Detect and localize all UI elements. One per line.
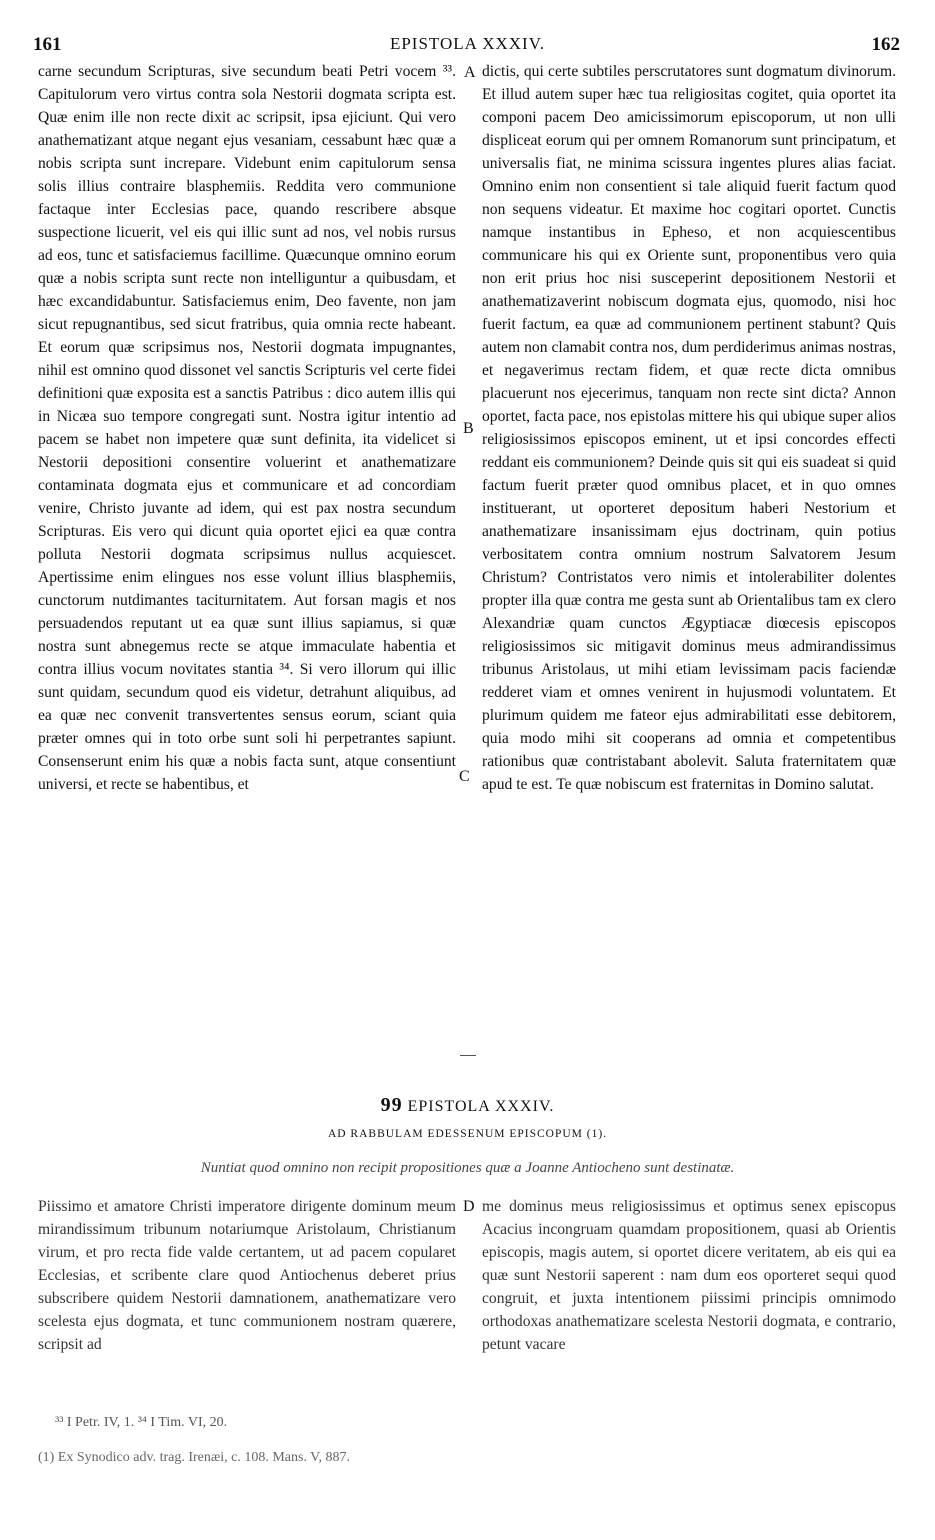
page-number-right: 162	[871, 34, 900, 55]
margin-mark-c: C	[459, 768, 470, 785]
scripture-footnotes: ³³ I Petr. IV, 1. ³⁴ I Tim. VI, 20.	[55, 1415, 228, 1430]
letter1-right-column	[482, 60, 896, 796]
running-header	[0, 34, 935, 56]
margin-mark-b: B	[463, 420, 474, 437]
running-title: EPISTOLA XXXIV.	[389, 34, 546, 53]
letter2-right-text: me dominus meus religiosissimus et optimus senex episcopus Acacius incongruam quamdam propositionem, quasi ab Orientis episcopis, magis autem, si oportet dicere veritatem, ab eis qui ea quæ sunt Nestorii saperent : nam dum eos oporteret sequi quod congruit, et juxta intentionem piissimi principis omnimodo orthodoxas anathematizare scelesta Nestorii dogmata, e contrario, petunt vacare	[482, 1198, 896, 1353]
margin-mark-a: A	[464, 64, 476, 81]
section-divider	[460, 1055, 476, 1056]
margin-mark-d: D	[463, 1198, 475, 1215]
letter2-number: 99	[380, 1094, 403, 1116]
letter2-right-column	[482, 1195, 896, 1356]
letter1-right-text: dictis, qui certe subtiles perscrutatores sunt dogmatum divinorum. Et illud autem super hæc tua religiositas cogitet, quia oportet ita componi pacem Deo amicissimorum episcoporum, ut non ulli displiceat eorum qui per omnem Romanorum sunt principatum, et universalis fiat, ne minima scissura ingentes plures alias faciat. Omnino enim non consentient si tale aliquid fuerit factum quod non sequens videatur. Et maxime hoc cogitari oportet. Cunctis namque instantibus in Epheso, et non acquiescentibus communicare his qui ex Oriente sunt, proponentibus vero quia non erit prius hoc nisi susceperint depositionem Nestorii et anathematizaverint nobiscum dogmata ejus, quomodo, nisi hoc fuerit factum, ea quæ ad communionem pertinent stabunt? Quis autem non clamabit contra nos, dum perdiderimus animas nostras, et negaverimus rectam fidem, et quæ recte dicta omnibus placuerunt nos ejecerimus, tanquam non recte sint dicta? Annon oportet, facta pace, nos epistolas mittere his qui ubique super alios religiosissimos episcopos eminent, ut et ipsi concordes effecti reddant eis communionem? Deinde quis sit qui eis suadeat si quid factum fuerit præter quod omnibus placet, et in quo omnes instituerant, ut oporteret depositum haberi Nestorium et anathematizare insanissimam ejus doctrinam, quin potius verbositatem contra omnium nostrum Salvatorem Jesum Christum? Contristatos vero nimis et intolerabiliter dolentes propter illa quæ contra me gesta sunt ab Orientalibus tam ex clero Alexandriæ quam cunctos Ægyptiacæ diœcesis episcopos religiosissimos sic mitigavit dominus meus admirandissimus tribunus Aristolaus, ut mihi etiam levissimam pacis faciendæ redderet viam et omnes venirent in hujusmodi voluntatem. Et plurimum quidem me fateor ejus admirabilitati esse debitorem, quia modo mihi sit cooperans ad omnia et competentibus rationibus quæ contristabant abolevit. Saluta fraternitatem quæ apud te est. Te quæ nobiscum est fraternitas in Domino salutat.	[482, 63, 896, 793]
letter2-title	[0, 1094, 935, 1117]
letter2-left-text: Piissimo et amatore Christi imperatore dirigente dominum meum mirandissimum tribunum notariumque Aristolaum, Christianum virum, et pro recta fide valde certantem, ut ad pacem copularet Ecclesias, et scribente clare quod Antiochenus deberet prius subscribere quidem Nestorii damnationem, anathematizare vero scelesta ejus dogmata, et tunc communionem nostram quærere, scripsit ad	[38, 1198, 456, 1353]
letter1-left-text: carne secundum Scripturas, sive secundum beati Petri vocem ³³. Capitulorum vero virtus contra sola Nestorii dogmata scripta est. Quæ enim ille non recte dixit ac scripsit, ipsa ejiciunt. Qui vero anathematizant atque negant ejus vesaniam, cessabunt hæc quæ a nobis scripta sunt increpare. Videbunt enim capitulorum sensa solis illius contraire blasphemiis. Reddita vero communione factaque inter Ecclesias pace, quando rescribere absque suspectione licuerit, vel eis qui illic sunt ad nos, vel nobis rursus ad eos, tunc et satisfaciemus facillime. Quæcunque omnino eorum quæ a nobis scripta sunt recte non intelliguntur a quibusdam, et hæc excandidabuntur. Satisfaciemus enim, Deo favente, non jam sicut repugnantibus, sed sicut fratribus, quia omnia recte habeant. Et eorum quæ scripsimus nos, Nestorii dogmata impugnantes, nihil est omnino quod dissonet vel sanctis Scripturis vel certe fidei definitioni quæ exposita est a sanctis Patribus : dico autem illis qui in Nicæa suo tempore congregati sunt. Nostra igitur intentio ad pacem se habet non impetere quæ sunt definita, ita videlicet si Nestorii depositioni consentire voluerint et anathematizare contaminata dogmata ejus et communicare et ad concordiam venire, Christo juvante ad idem, qui est pax nostra secundum Scripturas. Eis vero qui dicunt quia oportet ejici ea quæ contra polluta Nestorii dogmata scripsimus nullus acquiescet. Apertissime enim elingues nos esse volunt illius blasphemiis, cunctorum nutdimantes taciturnitatem. Aut forsan magis et nos persuadendos reputant ut ea quæ sunt illius sapiamus, si quæ nostra sunt abnegemus recte se atque immaculate habentia et contra illius vocum novitates stantia ³⁴. Si vero illorum qui illic sunt quidam, secundum quod eis videtur, detrahunt aliquibus, ad ea quæ nec convenit transvertentes sensus eorum, sciant quia præter omnes qui in toto orbe sunt soli hi perpetrantes sapiunt. Consenserunt enim his quæ a nobis facta sunt, atque consentiunt universi, et recte se habentibus, et	[38, 63, 456, 793]
letter2-left-column	[38, 1195, 456, 1356]
letter2-heading: EPISTOLA XXXIV.	[407, 1098, 555, 1115]
letter2-address: AD RABBULAM EDESSENUM EPISCOPUM (1).	[327, 1128, 608, 1140]
page-number-left: 161	[33, 34, 62, 55]
source-footnote: (1) Ex Synodico adv. trag. Irenæi, c. 108. Mans. V, 887.	[38, 1450, 350, 1465]
letter1-left-column	[38, 60, 456, 796]
letter2-summary: Nuntiat quod omnino non recipit propositiones quæ a Joanne Antiocheno sunt destinatæ.	[200, 1160, 735, 1176]
